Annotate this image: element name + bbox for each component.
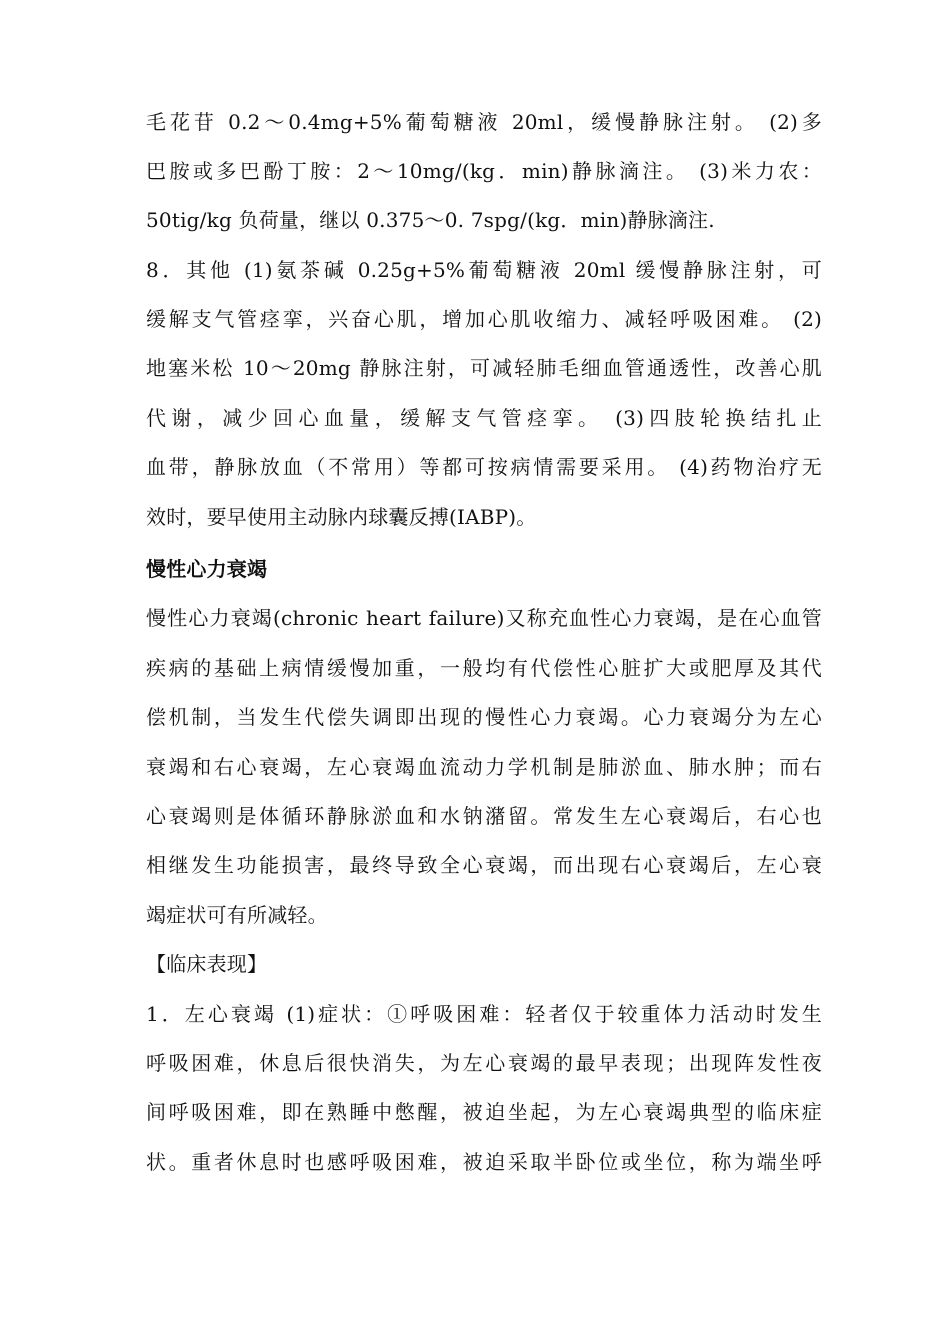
paragraph-line: 间呼吸困难，即在熟睡中憋醒，被迫坐起，为左心衰竭典型的临床症	[146, 1100, 822, 1124]
paragraph-line: 8．其他 (1)氨茶碱 0.25g+5%葡萄糖液 20ml 缓慢静脉注射，可	[146, 258, 822, 282]
paragraph-line: 相继发生功能损害，最终导致全心衰竭，而出现右心衰竭后，左心衰	[146, 853, 822, 877]
section-heading: 慢性心力衰竭	[146, 557, 268, 581]
paragraph-line: 效时，要早使用主动脉内球囊反搏(IABP)。	[146, 505, 537, 529]
paragraph-line: 疾病的基础上病情缓慢加重，一般均有代偿性心脏扩大或肥厚及其代	[146, 656, 822, 680]
paragraph-line: 地塞米松 10～20mg 静脉注射，可减轻肺毛细血管通透性，改善心肌	[146, 356, 822, 380]
paragraph-line: 衰竭和右心衰竭，左心衰竭血流动力学机制是肺淤血、肺水肿；而右	[146, 755, 822, 779]
paragraph-line: 1．左心衰竭 (1)症状：①呼吸困难：轻者仅于较重体力活动时发生	[146, 1002, 822, 1026]
paragraph-line: 偿机制，当发生代偿失调即出现的慢性心力衰竭。心力衰竭分为左心	[146, 705, 822, 729]
paragraph-line: 50tig/kg 负荷量，继以 0.375～0. 7spg/(kg．min)静脉滴注.	[146, 208, 715, 232]
subsection-heading: 【临床表现】	[146, 952, 268, 976]
paragraph-line: 血带，静脉放血（不常用）等都可按病情需要采用。 (4)药物治疗无	[146, 455, 822, 479]
paragraph-line: 巴胺或多巴酚丁胺：2～10mg/(kg．min)静脉滴注。 (3)米力农：	[146, 159, 822, 183]
paragraph-line: 缓解支气管痉挛，兴奋心肌，增加心肌收缩力、减轻呼吸困难。 (2)	[146, 307, 822, 331]
paragraph-line: 慢性心力衰竭(chronic heart failure)又称充血性心力衰竭，是在心血管	[146, 606, 822, 630]
paragraph-line: 竭症状可有所减轻。	[146, 903, 328, 927]
paragraph-line: 毛花苷 0.2～0.4mg+5%葡萄糖液 20ml，缓慢静脉注射。 (2)多	[146, 110, 822, 134]
paragraph-line: 呼吸困难，休息后很快消失，为左心衰竭的最早表现；出现阵发性夜	[146, 1051, 822, 1075]
paragraph-line: 代谢，减少回心血量，缓解支气管痉挛。 (3)四肢轮换结扎止	[146, 406, 822, 430]
paragraph-line: 心衰竭则是体循环静脉淤血和水钠潴留。常发生左心衰竭后，右心也	[146, 804, 822, 828]
paragraph-line: 状。重者休息时也感呼吸困难，被迫采取半卧位或坐位，称为端坐呼	[146, 1150, 822, 1174]
